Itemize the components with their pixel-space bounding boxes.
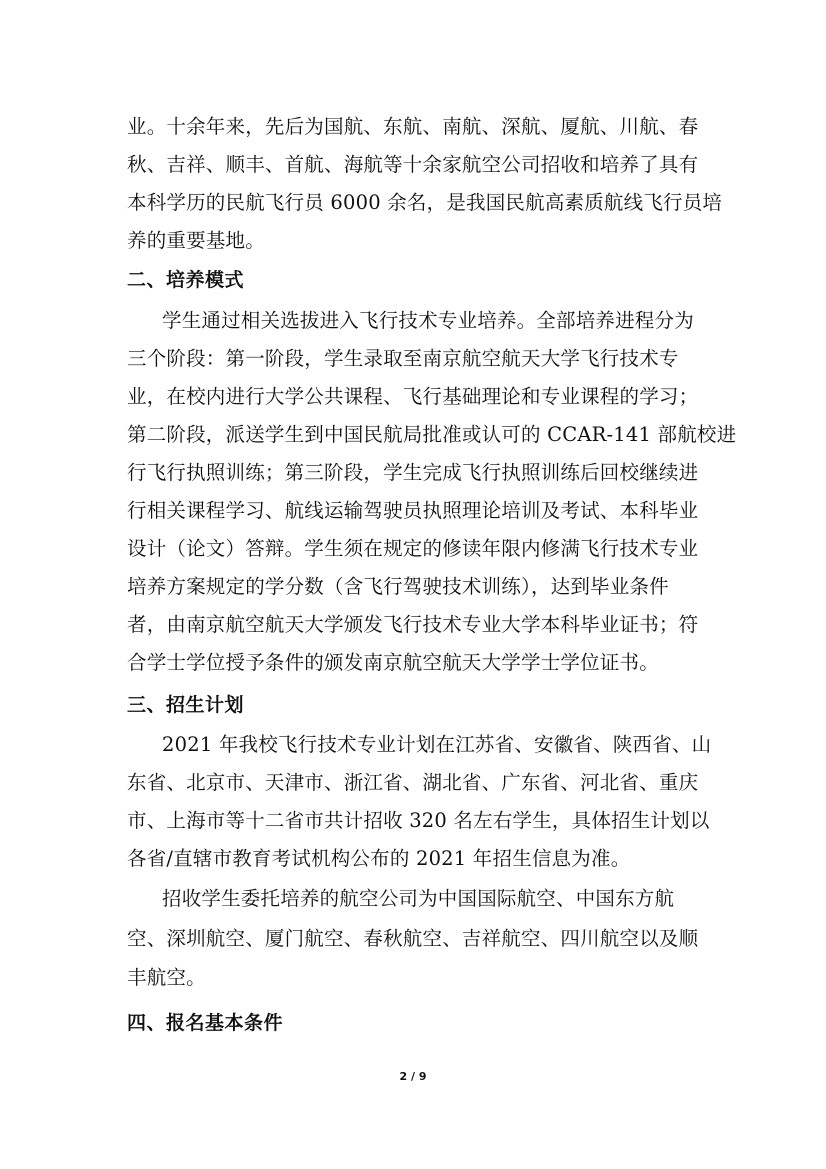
section3-p1-line-1: 2021 年我校飞行技术专业计划在江苏省、安徽省、陕西省、山	[162, 733, 712, 756]
section2-line-4: 第二阶段，派送学生到中国民航局批准或认可的 CCAR-141 部航校进	[127, 423, 737, 446]
section2-line-6: 行相关课程学习、航线运输驾驶员执照理论培训及考试、本科毕业	[127, 499, 699, 522]
intro-line-2: 秋、吉祥、顺丰、首航、海航等十余家航空公司招收和培养了具有	[127, 153, 699, 176]
intro-line-3: 本科学历的民航飞行员 6000 余名，是我国民航高素质航线飞行员培	[127, 191, 723, 214]
intro-line-1: 业。十余年来，先后为国航、东航、南航、深航、厦航、川航、春	[127, 115, 699, 138]
page-number: 2 / 9	[399, 1070, 427, 1083]
section3-p1-line-3: 市、上海市等十二省市共计招收 320 名左右学生，具体招生计划以	[127, 809, 710, 832]
intro-line-4: 养的重要基地。	[127, 229, 265, 252]
section2-line-1: 学生通过相关选拔进入飞行技术专业培养。全部培养进程分为	[162, 309, 694, 332]
section3-p1-line-4: 各省/直辖市教育考试机构公布的 2021 年招生信息为准。	[127, 847, 631, 870]
section3-p2-line-2: 空、深圳航空、厦门航空、春秋航空、吉祥航空、四川航空以及顺	[127, 927, 699, 950]
section3-p1-line-2: 东省、北京市、天津市、浙江省、湖北省、广东省、河北省、重庆	[127, 771, 699, 794]
section2-line-9: 者，由南京航空航天大学颁发飞行技术专业大学本科毕业证书；符	[127, 613, 699, 636]
section3-p2-line-1: 招收学生委托培养的航空公司为中国国际航空、中国东方航	[162, 887, 675, 910]
section-heading-training-mode: 二、培养模式	[127, 269, 245, 291]
section2-line-7: 设计（论文）答辩。学生须在规定的修读年限内修满飞行技术专业	[127, 537, 699, 560]
section2-line-8: 培养方案规定的学分数（含飞行驾驶技术训练），达到毕业条件	[127, 575, 669, 598]
section2-line-5: 行飞行执照训练；第三阶段，学生完成飞行执照训练后回校继续进	[127, 461, 699, 484]
section-heading-enrollment-plan: 三、招生计划	[127, 694, 245, 716]
section2-line-10: 合学士学位授予条件的颁发南京航空航天大学学士学位证书。	[127, 651, 659, 674]
section2-line-3: 业，在校内进行大学公共课程、飞行基础理论和专业课程的学习；	[127, 385, 699, 408]
section3-p2-line-3: 丰航空。	[127, 966, 206, 989]
section2-line-2: 三个阶段：第一阶段，学生录取至南京航空航天大学飞行技术专	[127, 347, 679, 370]
section-heading-basic-requirements: 四、报名基本条件	[127, 1012, 284, 1034]
